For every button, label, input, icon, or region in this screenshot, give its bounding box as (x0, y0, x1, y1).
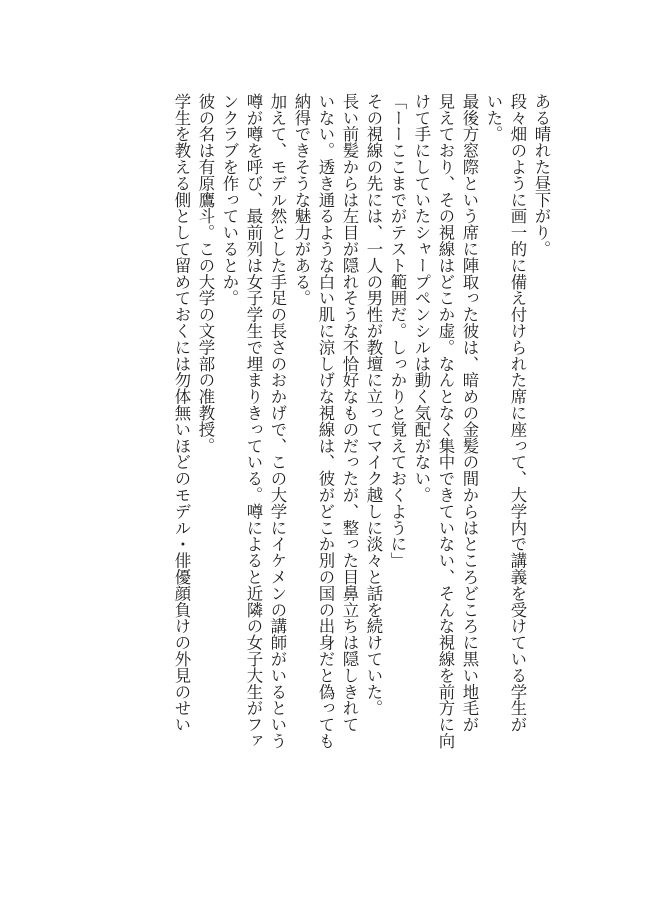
text-line-15: 彼の名は有原鷹斗。この大学の文学部の准教授。 (196, 93, 215, 454)
text-line-6: けて手にしていたシャープペンシルは動く気配がない。 (412, 93, 431, 503)
text-line-4: 最後方窓際という席に陣取った彼は、暗めの金髪の間からはところどころに黒い地毛が (460, 93, 479, 733)
text-line-8: その視線の先には、一人の男性が教壇に立ってマイク越しに淡々と話を続けていた。 (364, 93, 383, 717)
text-line-9: 長い前髪からは左目が隠れそうな不恰好なものだったが、整った目鼻立ちは隠しきれて (340, 93, 359, 733)
text-line-5: 見えており、その視線はどこか虚。なんとなく集中できていない、そんな視線を前方に向 (436, 93, 455, 749)
text-line-2: 段々畑のように画一的に備え付けられた席に座って、大学内で講義を受けている学生が (508, 93, 527, 733)
text-line-12: 加えて、モデル然とした手足の長さのおかげで、この大学にイケメンの講師がいるという (268, 93, 287, 749)
text-line-11: 納得できそうな魅力がある。 (292, 93, 311, 307)
text-line-7: 「ーーここまでがテスト範囲だ。しっかりと覚えておくように」 (388, 93, 407, 569)
text-line-16: 学生を教える側として留めておくには勿体無いほどのモデル・俳優顔負けの外見のせい (172, 93, 191, 733)
text-line-1: ある晴れた昼下がり。 (532, 93, 551, 257)
text-line-13: 噂が噂を呼び、最前列は女子学生で埋まりきっている。噂によると近隣の女子大生がファ (244, 93, 263, 749)
text-line-3: いた。 (484, 93, 503, 143)
text-line-14: ンクラブを作っているとか。 (220, 93, 239, 307)
text-line-10: いない。透き通るような白い肌に涼しげな視線は、彼がどこか別の国の出身だと偽っても (316, 93, 335, 749)
